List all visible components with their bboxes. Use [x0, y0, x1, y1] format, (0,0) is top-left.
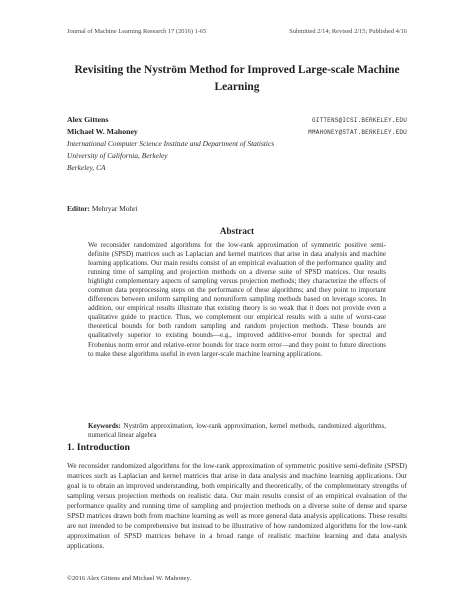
submission-dates: Submitted 2/14; Revised 2/15; Published 4/16: [289, 28, 407, 35]
affiliation-city: Berkeley, CA: [67, 163, 106, 172]
section-text: We reconsider randomized algorithms for the low-rank approximation of symmetric positive semi-definite (SPSD) matrices such as Laplacian and kernel matrices that arise in data analysis and machine learning applications. Our goal is to obtain an improved understanding, both empirically and theoretically, of the complementary strengths of sampling versus projection methods on realistic data. Our main results consist of an empirical evaluation of the performance quality and running time of sampling and projection methods on a diverse suite of dense and sparse SPSD matrices drawn both from machine learning as well as more general data analysis applications. These results are not intended to be comprehensive but instead to be illustrative of how randomized algorithms for the low-rank approximation of SPSD matrices behave in a broad range of realistic machine learning and data analysis applications.: [67, 461, 407, 551]
journal-header: Journal of Machine Learning Research 17 (2016) 1-65: [67, 28, 207, 35]
author-email[interactable]: MMAHONEY@STAT.BERKELEY.EDU: [308, 129, 407, 136]
editor-line: [67, 204, 138, 213]
affiliation-university: University of California, Berkeley: [67, 151, 168, 160]
abstract-heading: Abstract: [219, 226, 255, 236]
keywords-label: Keywords:: [88, 422, 121, 430]
author-name: Alex Gittens: [67, 115, 109, 124]
paper-title: Revisiting the Nyström Method for Improved Large-scale Machine Learning: [74, 64, 400, 93]
copyright-notice: ©2016 Alex Gittens and Michael W. Mahoney.: [67, 575, 191, 582]
abstract-text: We reconsider randomized algorithms for the low-rank approximation of symmetric positive semi-definite (SPSD) matrices such as Laplacian and kernel matrices that arise in data analysis and machine learning applications. Our main results consist of an empirical evaluation of the performance quality and running time of sampling and projection methods on a diverse suite of SPSD matrices. Our results highlight complementary aspects of sampling versus projection methods; they characterize the effects of common data preprocessing steps on the performance of these algorithms; and they point to important differences between uniform sampling and nonuniform sampling methods based on leverage scores. In addition, our empirical results illustrate that existing theory is so weak that it does not provide even a qualitative guide to practice. Thus, we complement our empirical results with a suite of worst-case theoretical bounds for both random sampling and random projection methods. These bounds are qualitatively superior to existing bounds—e.g., improved additive-error bounds for spectral and Frobenius norm error and relative-error bounds for trace norm error—and they point to future directions to make these algorithms useful in even larger-scale machine learning applications.: [88, 241, 386, 358]
section-heading: 1. Introduction: [67, 442, 130, 453]
keywords: [88, 422, 386, 440]
keywords-text: Nyström approximation, low-rank approximation, kernel methods, randomized algorithms, numerical linear algebra: [88, 422, 386, 440]
author-name: Michael W. Mahoney: [67, 127, 138, 136]
author-email[interactable]: GITTENS@ICSI.BERKELEY.EDU: [311, 117, 407, 124]
editor-label: Editor:: [67, 204, 90, 213]
affiliation-institute: International Computer Science Institute and Department of Statistics: [67, 139, 275, 148]
editor-name: Mehryar Mohri: [91, 204, 138, 213]
